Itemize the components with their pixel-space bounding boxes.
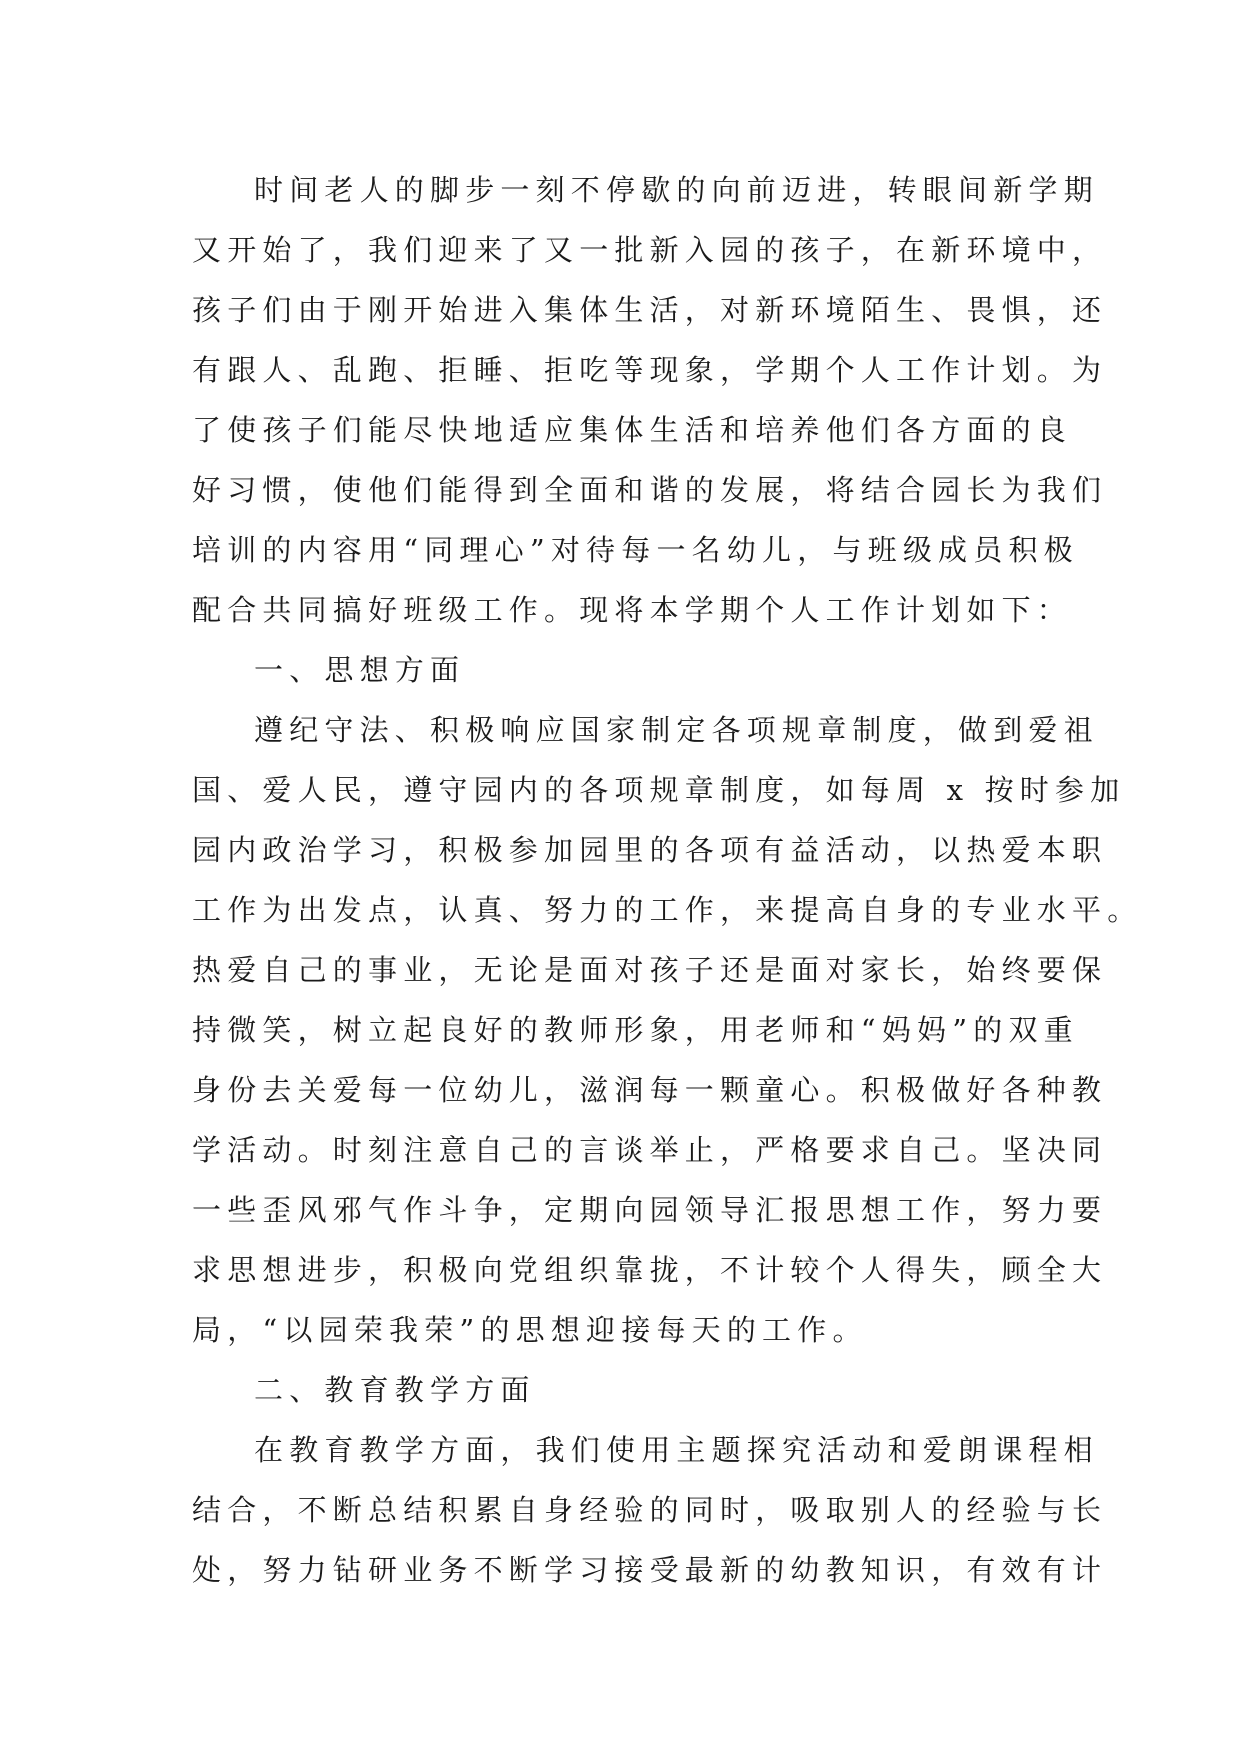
- paragraph-thought-line: 身份去关爱每一位幼儿，滋润每一颗童心。积极做好各种教: [192, 1073, 1108, 1107]
- paragraph-thought-line: 学活动。时刻注意自己的言谈举止，严格要求自己。坚决同: [192, 1133, 1108, 1167]
- paragraph-thought-line: 求思想进步，积极向党组织靠拢，不计较个人得失，顾全大: [192, 1253, 1108, 1287]
- paragraph-thought-line: 局，“以园荣我荣”的思想迎接每天的工作。: [192, 1313, 868, 1347]
- paragraph-intro-line: 了使孩子们能尽快地适应集体生活和培养他们各方面的良: [192, 413, 1073, 447]
- paragraph-thought-line: 工作为出发点，认真、努力的工作，来提高自身的专业水平。: [192, 893, 1143, 927]
- paragraph-thought-line: 遵纪守法、积极响应国家制定各项规章制度，做到爱祖: [254, 713, 1099, 747]
- paragraph-teaching-line: 处，努力钻研业务不断学习接受最新的幼教知识，有效有计: [192, 1553, 1108, 1587]
- paragraph-intro-line: 有跟人、乱跑、拒睡、拒吃等现象，学期个人工作计划。为: [192, 353, 1108, 387]
- paragraph-intro-line: 时间老人的脚步一刻不停歇的向前迈进，转眼间新学期: [254, 173, 1099, 207]
- paragraph-thought-line: 国、爱人民，遵守园内的各项规章制度，如每周 x 按时参加: [192, 773, 1126, 807]
- paragraph-intro-line: 又开始了，我们迎来了又一批新入园的孩子，在新环境中，: [192, 233, 1108, 267]
- section-heading-thought: 一、思想方面: [254, 653, 466, 687]
- paragraph-thought-line: 持微笑，树立起良好的教师形象，用老师和“妈妈”的双重: [192, 1013, 1079, 1047]
- paragraph-thought-line: 一些歪风邪气作斗争，定期向园领导汇报思想工作，努力要: [192, 1193, 1108, 1227]
- paragraph-intro-line: 孩子们由于刚开始进入集体生活，对新环境陌生、畏惧，还: [192, 293, 1108, 327]
- document-body: [192, 160, 1143, 1600]
- paragraph-intro-line: 好习惯，使他们能得到全面和谐的发展，将结合园长为我们: [192, 473, 1108, 507]
- paragraph-teaching-line: 结合，不断总结积累自身经验的同时，吸取别人的经验与长: [192, 1493, 1108, 1527]
- paragraph-intro-line: 培训的内容用“同理心”对待每一名幼儿，与班级成员积极: [192, 533, 1079, 567]
- paragraph-thought-line: 园内政治学习，积极参加园里的各项有益活动，以热爱本职: [192, 833, 1108, 867]
- paragraph-teaching-line: 在教育教学方面，我们使用主题探究活动和爱朗课程相: [254, 1433, 1099, 1467]
- section-heading-teaching: 二、教育教学方面: [254, 1373, 536, 1407]
- paragraph-intro-line: 配合共同搞好班级工作。现将本学期个人工作计划如下：: [192, 593, 1073, 627]
- paragraph-thought-line: 热爱自己的事业，无论是面对孩子还是面对家长，始终要保: [192, 953, 1108, 987]
